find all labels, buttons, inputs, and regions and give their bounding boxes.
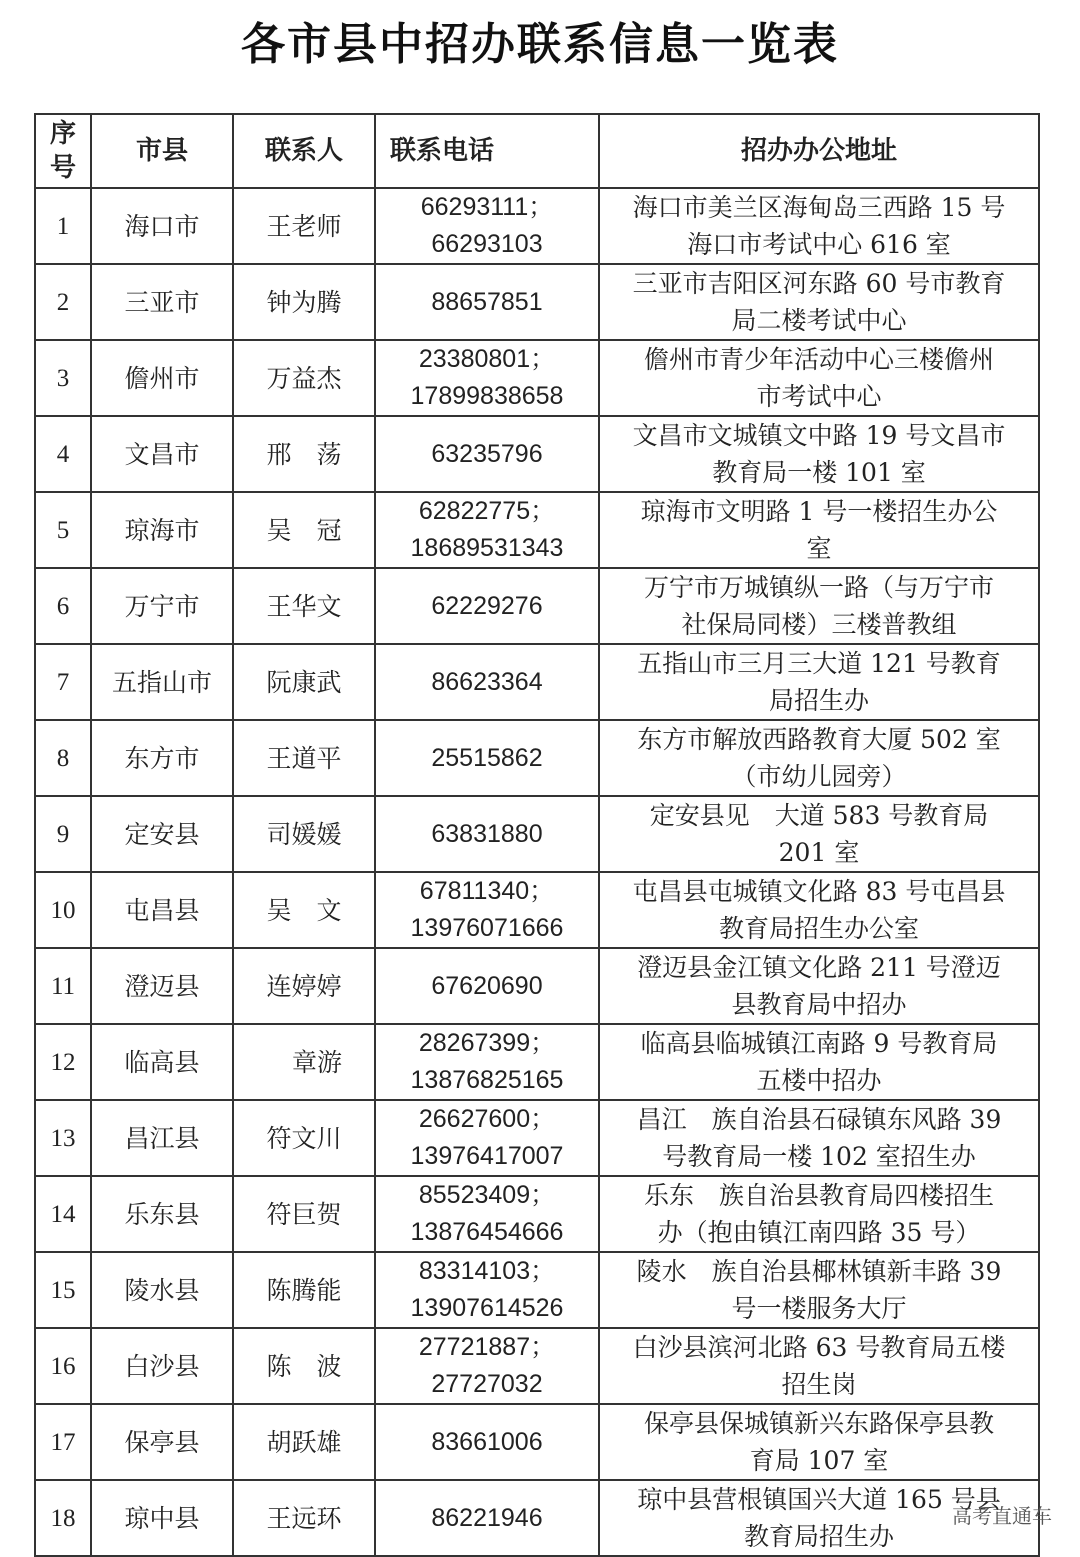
- table-row: [35, 1480, 1039, 1556]
- row-seq: 3: [35, 340, 91, 416]
- row-phone: [375, 1404, 599, 1480]
- address-line: 屯昌县屯城镇文化路 83 号屯昌县: [632, 877, 1006, 906]
- row-city: 三亚市: [91, 264, 233, 340]
- row-address: [599, 644, 1039, 720]
- row-phone: [375, 1176, 599, 1252]
- address-line: 万宁市万城镇纵一路（与万宁市: [643, 573, 994, 602]
- address-line: 五楼中招办: [756, 1066, 882, 1095]
- table-row: [35, 264, 1039, 340]
- row-phone: [375, 1100, 599, 1176]
- address-line: 澄迈县金江镇文化路 211 号澄迈: [637, 953, 1001, 982]
- row-city: 临高县: [91, 1024, 233, 1100]
- row-phone: [375, 416, 599, 492]
- table-row: [35, 568, 1039, 644]
- address-line: 乐东 族自治县教育局四楼招生: [643, 1181, 994, 1210]
- address-line: 号一楼服务大厅: [731, 1294, 907, 1323]
- row-seq: 5: [35, 492, 91, 568]
- address-line: 局二楼考试中心: [731, 306, 907, 335]
- phone-number: 28267399；: [418, 1029, 556, 1057]
- address-line: 陵水 族自治县椰林镇新丰路 39: [636, 1257, 1002, 1286]
- phone-number: 63235796: [431, 439, 543, 468]
- row-contact: 符巨贺: [233, 1176, 375, 1252]
- address-line: 县教育局中招办: [731, 990, 907, 1019]
- row-seq: 14: [35, 1176, 91, 1252]
- row-contact: 阮康武: [233, 644, 375, 720]
- address-line: 琼海市文明路 1 号一楼招生办公: [640, 497, 998, 526]
- address-line: 201 室: [778, 838, 860, 867]
- row-seq: 4: [35, 416, 91, 492]
- address-line: 琼中县营根镇国兴大道 165 号县: [637, 1485, 1001, 1514]
- row-city: 儋州市: [91, 340, 233, 416]
- phone-number: 27727032: [431, 1370, 543, 1398]
- row-city: 万宁市: [91, 568, 233, 644]
- row-phone: [375, 1480, 599, 1556]
- row-phone: [375, 1328, 599, 1404]
- page-title: 各市县中招办联系信息一览表: [241, 19, 839, 70]
- row-phone: [375, 264, 599, 340]
- phone-number: 66293111；: [420, 193, 554, 221]
- table-header-row: [35, 114, 1039, 188]
- row-contact: 章游: [233, 1024, 375, 1100]
- phone-number: 86221946: [431, 1503, 543, 1532]
- row-phone: [375, 1024, 599, 1100]
- table-row: [35, 1100, 1039, 1176]
- address-line: 三亚市吉阳区河东路 60 号市教育: [632, 269, 1006, 298]
- row-seq: 11: [35, 948, 91, 1024]
- row-address: [599, 416, 1039, 492]
- header-seq: 序 号: [35, 114, 91, 188]
- address-line: 临高县临城镇江南路 9 号教育局: [640, 1029, 998, 1058]
- phone-number: 13976071666: [410, 914, 564, 942]
- address-line: 号教育局一楼 102 室招生办: [662, 1142, 976, 1171]
- address-line: 局招生办: [768, 686, 869, 715]
- address-line: 保亭县保城镇新兴东路保亭县教: [643, 1409, 994, 1438]
- header-phone: 联系电话: [375, 114, 599, 188]
- address-line: 教育局招生办: [743, 1522, 894, 1551]
- row-seq: 18: [35, 1480, 91, 1556]
- table-row: [35, 340, 1039, 416]
- phone-number: 25515862: [431, 743, 543, 772]
- row-address: [599, 568, 1039, 644]
- row-city: 东方市: [91, 720, 233, 796]
- row-address: [599, 1328, 1039, 1404]
- address-line: 白沙县滨河北路 63 号教育局五楼: [632, 1333, 1006, 1362]
- row-address: [599, 1024, 1039, 1100]
- row-contact: 邢 荡: [233, 416, 375, 492]
- row-address: [599, 340, 1039, 416]
- address-line: 五指山市三月三大道 121 号教育: [637, 649, 1001, 678]
- phone-number: 27721887；: [418, 1333, 556, 1361]
- table-row: [35, 188, 1039, 264]
- phone-number: 67811340；: [419, 877, 555, 905]
- table-row: [35, 1024, 1039, 1100]
- row-city: 琼海市: [91, 492, 233, 568]
- table-row: [35, 492, 1039, 568]
- table-row: [35, 720, 1039, 796]
- phone-number: 88657851: [431, 287, 543, 316]
- row-phone: [375, 644, 599, 720]
- row-address: [599, 948, 1039, 1024]
- phone-number: 66293103: [431, 230, 543, 258]
- phone-number: 17899838658: [410, 382, 564, 410]
- phone-number: 83314103；: [418, 1257, 556, 1285]
- phone-number: 13907614526: [410, 1294, 564, 1322]
- phone-number: 18689531343: [410, 534, 564, 562]
- phone-number: 23380801；: [418, 345, 556, 373]
- row-seq: 2: [35, 264, 91, 340]
- header-city: 市县: [91, 114, 233, 188]
- phone-number: 85523409；: [418, 1181, 556, 1209]
- address-line: 社保局同楼）三楼普教组: [681, 610, 957, 639]
- row-city: 保亭县: [91, 1404, 233, 1480]
- row-seq: 8: [35, 720, 91, 796]
- row-city: 白沙县: [91, 1328, 233, 1404]
- row-contact: 王远环: [233, 1480, 375, 1556]
- row-city: 海口市: [91, 188, 233, 264]
- row-phone: [375, 948, 599, 1024]
- row-phone: [375, 568, 599, 644]
- row-address: [599, 1252, 1039, 1328]
- row-contact: 司媛媛: [233, 796, 375, 872]
- row-address: [599, 872, 1039, 948]
- row-phone: [375, 188, 599, 264]
- table-row: [35, 644, 1039, 720]
- row-address: [599, 1100, 1039, 1176]
- row-seq: 13: [35, 1100, 91, 1176]
- table-row: [35, 948, 1039, 1024]
- row-seq: 16: [35, 1328, 91, 1404]
- table-row: [35, 1404, 1039, 1480]
- contact-table: [34, 113, 1040, 1557]
- row-city: 定安县: [91, 796, 233, 872]
- phone-number: 13876825165: [410, 1066, 564, 1094]
- row-address: [599, 1404, 1039, 1480]
- address-line: 招生岗: [781, 1370, 857, 1399]
- address-line: 海口市美兰区海甸岛三西路 15 号: [632, 193, 1006, 222]
- table-row: [35, 872, 1039, 948]
- row-contact: 吴 冠: [233, 492, 375, 568]
- row-contact: 王老师: [233, 188, 375, 264]
- phone-number: 67620690: [431, 971, 543, 1000]
- table-row: [35, 416, 1039, 492]
- row-seq: 12: [35, 1024, 91, 1100]
- row-seq: 7: [35, 644, 91, 720]
- row-seq: 10: [35, 872, 91, 948]
- phone-number: 83661006: [431, 1427, 543, 1456]
- address-line: 教育局招生办公室: [718, 914, 919, 943]
- table-row: [35, 1176, 1039, 1252]
- header-address: 招办办公地址: [599, 114, 1039, 188]
- row-address: [599, 796, 1039, 872]
- address-line: 育局 107 室: [749, 1446, 889, 1475]
- address-line: 东方市解放西路教育大厦 502 室: [637, 725, 1001, 754]
- table-row: [35, 1252, 1039, 1328]
- row-city: 澄迈县: [91, 948, 233, 1024]
- address-line: 教育局一楼 101 室: [712, 458, 926, 487]
- header-contact: 联系人: [233, 114, 375, 188]
- row-phone: [375, 1252, 599, 1328]
- row-seq: 15: [35, 1252, 91, 1328]
- row-phone: [375, 796, 599, 872]
- address-line: 文昌市文城镇文中路 19 号文昌市: [632, 421, 1006, 450]
- row-address: [599, 720, 1039, 796]
- address-line: 市考试中心: [756, 382, 882, 411]
- row-address: [599, 492, 1039, 568]
- address-line: 昌江 族自治县石碌镇东风路 39: [636, 1105, 1002, 1134]
- row-seq: 17: [35, 1404, 91, 1480]
- row-seq: 1: [35, 188, 91, 264]
- row-address: [599, 188, 1039, 264]
- row-contact: 万益杰: [233, 340, 375, 416]
- row-contact: 陈 波: [233, 1328, 375, 1404]
- address-line: 海口市考试中心 616 室: [687, 230, 951, 259]
- row-contact: 吴 文: [233, 872, 375, 948]
- row-phone: [375, 720, 599, 796]
- row-contact: 钟为腾: [233, 264, 375, 340]
- address-line: 儋州市青少年活动中心三楼儋州: [643, 345, 994, 374]
- row-address: [599, 1176, 1039, 1252]
- phone-number: 26627600；: [418, 1105, 556, 1133]
- phone-number: 13976417007: [410, 1142, 564, 1170]
- row-phone: [375, 340, 599, 416]
- row-city: 五指山市: [91, 644, 233, 720]
- row-city: 琼中县: [91, 1480, 233, 1556]
- row-city: 乐东县: [91, 1176, 233, 1252]
- row-city: 文昌市: [91, 416, 233, 492]
- address-line: 定安县见 大道 583 号教育局: [649, 801, 989, 830]
- table-row: [35, 796, 1039, 872]
- row-address: [599, 264, 1039, 340]
- row-phone: [375, 492, 599, 568]
- row-contact: 胡跃雄: [233, 1404, 375, 1480]
- row-city: 陵水县: [91, 1252, 233, 1328]
- table-row: [35, 1328, 1039, 1404]
- phone-number: 62822775；: [418, 497, 556, 525]
- row-city: 昌江县: [91, 1100, 233, 1176]
- row-city: 屯昌县: [91, 872, 233, 948]
- phone-number: 13876454666: [410, 1218, 564, 1246]
- row-contact: 王道平: [233, 720, 375, 796]
- phone-number: 86623364: [431, 667, 543, 696]
- phone-number: 62229276: [431, 591, 543, 620]
- address-line: 办（抱由镇江南四路 35 号）: [657, 1218, 981, 1247]
- row-contact: 连婷婷: [233, 948, 375, 1024]
- watermark: 高考直通车: [952, 1504, 1052, 1528]
- row-contact: 王华文: [233, 568, 375, 644]
- row-contact: 符文川: [233, 1100, 375, 1176]
- row-phone: [375, 872, 599, 948]
- phone-number: 63831880: [431, 819, 543, 848]
- row-contact: 陈腾能: [233, 1252, 375, 1328]
- row-seq: 9: [35, 796, 91, 872]
- address-line: （市幼儿园旁）: [731, 762, 907, 791]
- address-line: 室: [806, 534, 832, 563]
- row-seq: 6: [35, 568, 91, 644]
